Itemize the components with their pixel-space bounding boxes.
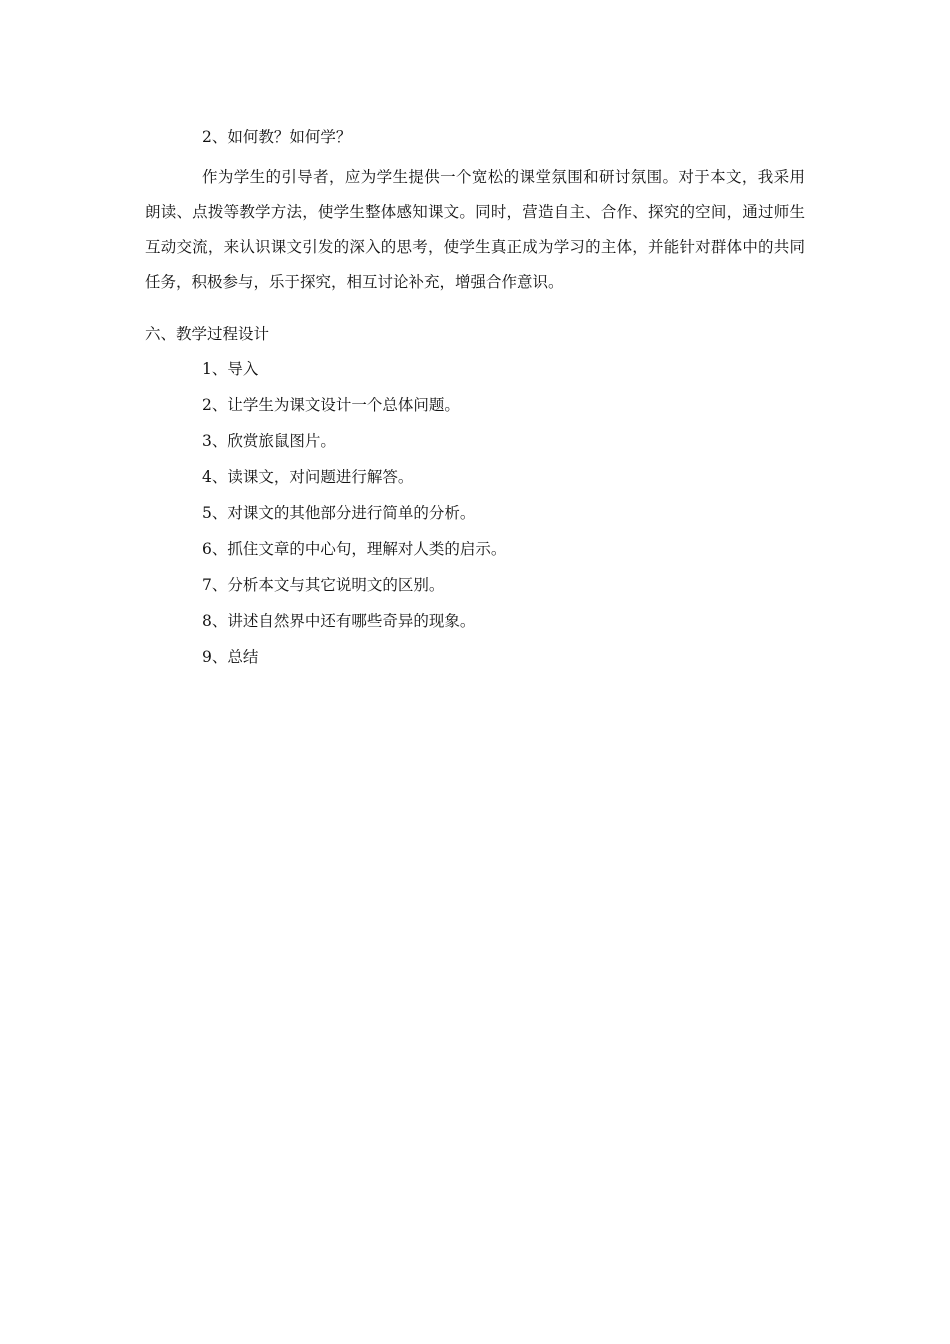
list-item: 5、对课文的其他部分进行简单的分析。 <box>202 504 476 522</box>
list-item: 1、导入 <box>202 360 259 378</box>
list-item: 6、抓住文章的中心句，理解对人类的启示。 <box>202 540 507 558</box>
list-item: 9、总结 <box>202 648 259 666</box>
list-item: 2、让学生为课文设计一个总体问题。 <box>202 396 460 414</box>
list-item: 3、欣赏旅鼠图片。 <box>202 432 336 450</box>
subsection-heading: 2、如何教？如何学？ <box>202 128 352 146</box>
list-item: 7、分析本文与其它说明文的区别。 <box>202 576 445 594</box>
list-item: 4、读课文，对问题进行解答。 <box>202 468 414 486</box>
body-paragraph: 作为学生的引导者，应为学生提供一个宽松的课堂氛围和研讨氛围。对于本文，我采用朗读、点拨等教学方法，使学生整体感知课文。同时，营造自主、合作、探究的空间，通过师生互动交流，来认识课文引发的深入的思考，使学生真正成为学习的主体，并能针对群体中的共同任务，积极参与，乐于探究，相互讨论补充，增强合作意识。 <box>145 168 805 291</box>
list-item: 8、讲述自然界中还有哪些奇异的现象。 <box>202 612 476 630</box>
section-heading: 六、教学过程设计 <box>145 325 270 343</box>
